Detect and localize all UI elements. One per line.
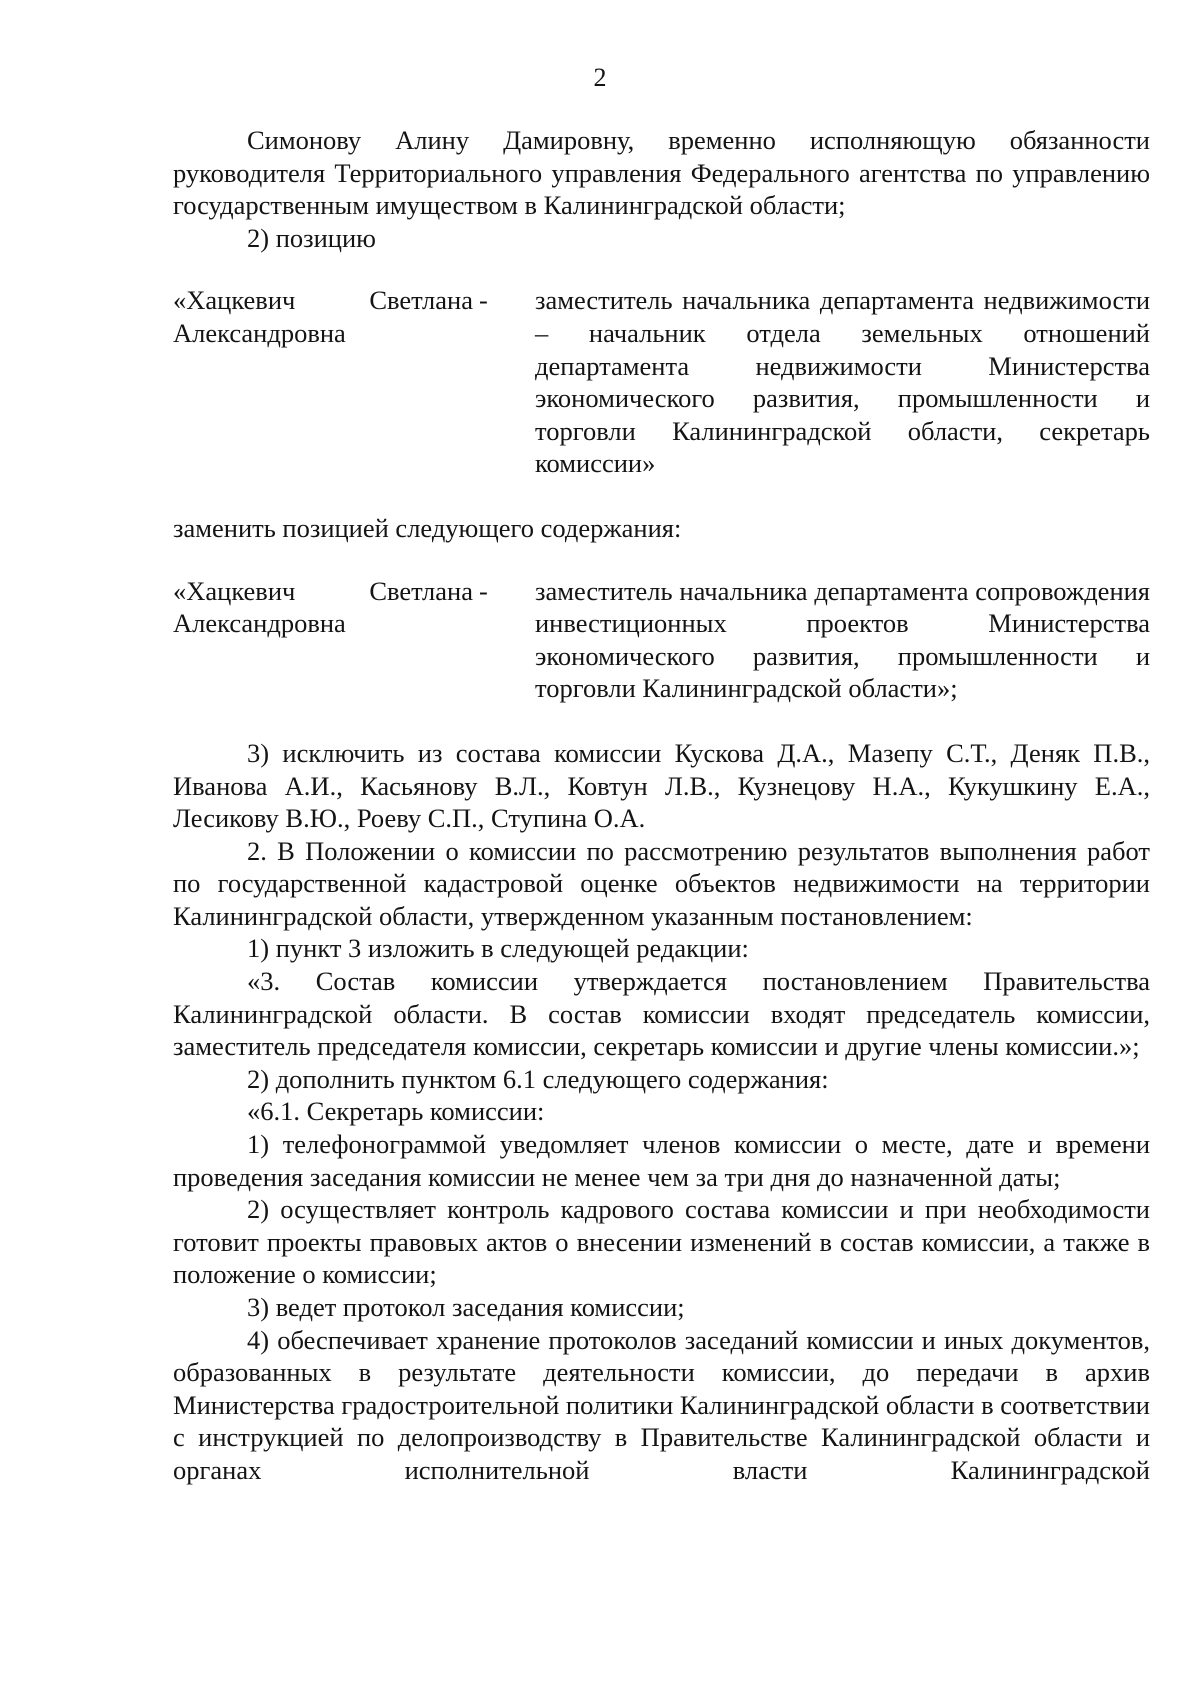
paragraph-secretary-duty-4: 4) обеспечивает хранение протоколов заседаний комиссии и иных документов, образованных в результате деятельности комиссии, до передачи в архив Министерства градостроительной политики Калининградской области в соответствии с инструкцией по делопроизводству в Правительстве Калининградской области и органах исполнительной власти Калининградской [173, 1324, 1150, 1485]
paragraph-secretary-duty-1: 1) телефонограммой уведомляет членов комиссии о месте, дате и времени проведения заседания комиссии не менее чем за три дня до назначенной даты; [173, 1129, 1150, 1192]
old-position-dash: - [479, 285, 488, 316]
new-position-name-line2: Александровна [173, 608, 346, 639]
paragraph-secretary-heading: «6.1. Секретарь комиссии: [247, 1096, 545, 1127]
paragraph-regulation-changes: 2. В Положении о комиссии по рассмотрению результатов выполнения работ по государственной кадастровой оценке объектов недвижимости на территории Калининградской области, утвержденном указанным постановлением: [173, 835, 1150, 931]
document-body [173, 124, 1150, 1487]
paragraph-item-3-text: «3. Состав комиссии утверждается постановлением Правительства Калининградской области. В состав комиссии входят председатель комиссии, заместитель председателя комиссии, секретарь комиссии и другие члены комиссии.»; [173, 966, 1150, 1062]
paragraph-secretary-duty-2: 2) осуществляет контроль кадрового состава комиссии и при необходимости готовит проекты правовых актов о внесении изменений в состав комиссии, а также в положение о комиссии; [173, 1194, 1150, 1290]
new-position-dash: - [479, 575, 488, 606]
old-position-entry [173, 284, 1150, 480]
old-position-name-line2: Александровна [173, 317, 346, 348]
paragraph-secretary-duty-3: 3) ведет протокол заседания комиссии; [247, 1292, 685, 1322]
item-2-heading: 2) позицию [247, 222, 376, 253]
page-number: 2 [593, 63, 607, 92]
old-position-person [173, 284, 473, 349]
new-position-description: заместитель начальника департамента сопровождения инвестиционных проектов Министерства экономического развития, промышленности и торговли Калининградской области»; [535, 575, 1150, 704]
paragraph-item-6-1-heading: 2) дополнить пунктом 6.1 следующего содержания: [247, 1063, 829, 1094]
paragraph-item-3-heading: 1) пункт 3 изложить в следующей редакции: [247, 933, 749, 964]
paragraph-exclude-members: 3) исключить из состава комиссии Кускова Д.А., Мазепу С.Т., Деняк П.В., Иванова А.И., Касьянову В.Л., Ковтун Л.В., Кузнецову Н.А., Кукушкину Е.А., Лесикову В.Ю., Роеву С.П., Ступина О.А. [173, 737, 1150, 834]
old-position-description: заместитель начальника департамента недвижимости – начальник отдела земельных отношений департамента недвижимости Министерства экономического развития, промышленности и торговли Калининградской области, секретарь комиссии» [535, 285, 1150, 479]
new-position-person [173, 575, 473, 640]
new-position-name-line1: «Хацкевич Светлана [173, 575, 473, 606]
replace-instruction: заменить позицией следующего содержания: [173, 512, 682, 543]
intro-paragraph: Симонову Алину Дамировну, временно исполняющую обязанности руководителя Территориального управления Федерального агентства по управлению государственным имуществом в Калининградской области; [173, 125, 1150, 221]
new-position-entry [173, 575, 1150, 705]
old-position-name-line1: «Хацкевич Светлана [173, 285, 473, 316]
